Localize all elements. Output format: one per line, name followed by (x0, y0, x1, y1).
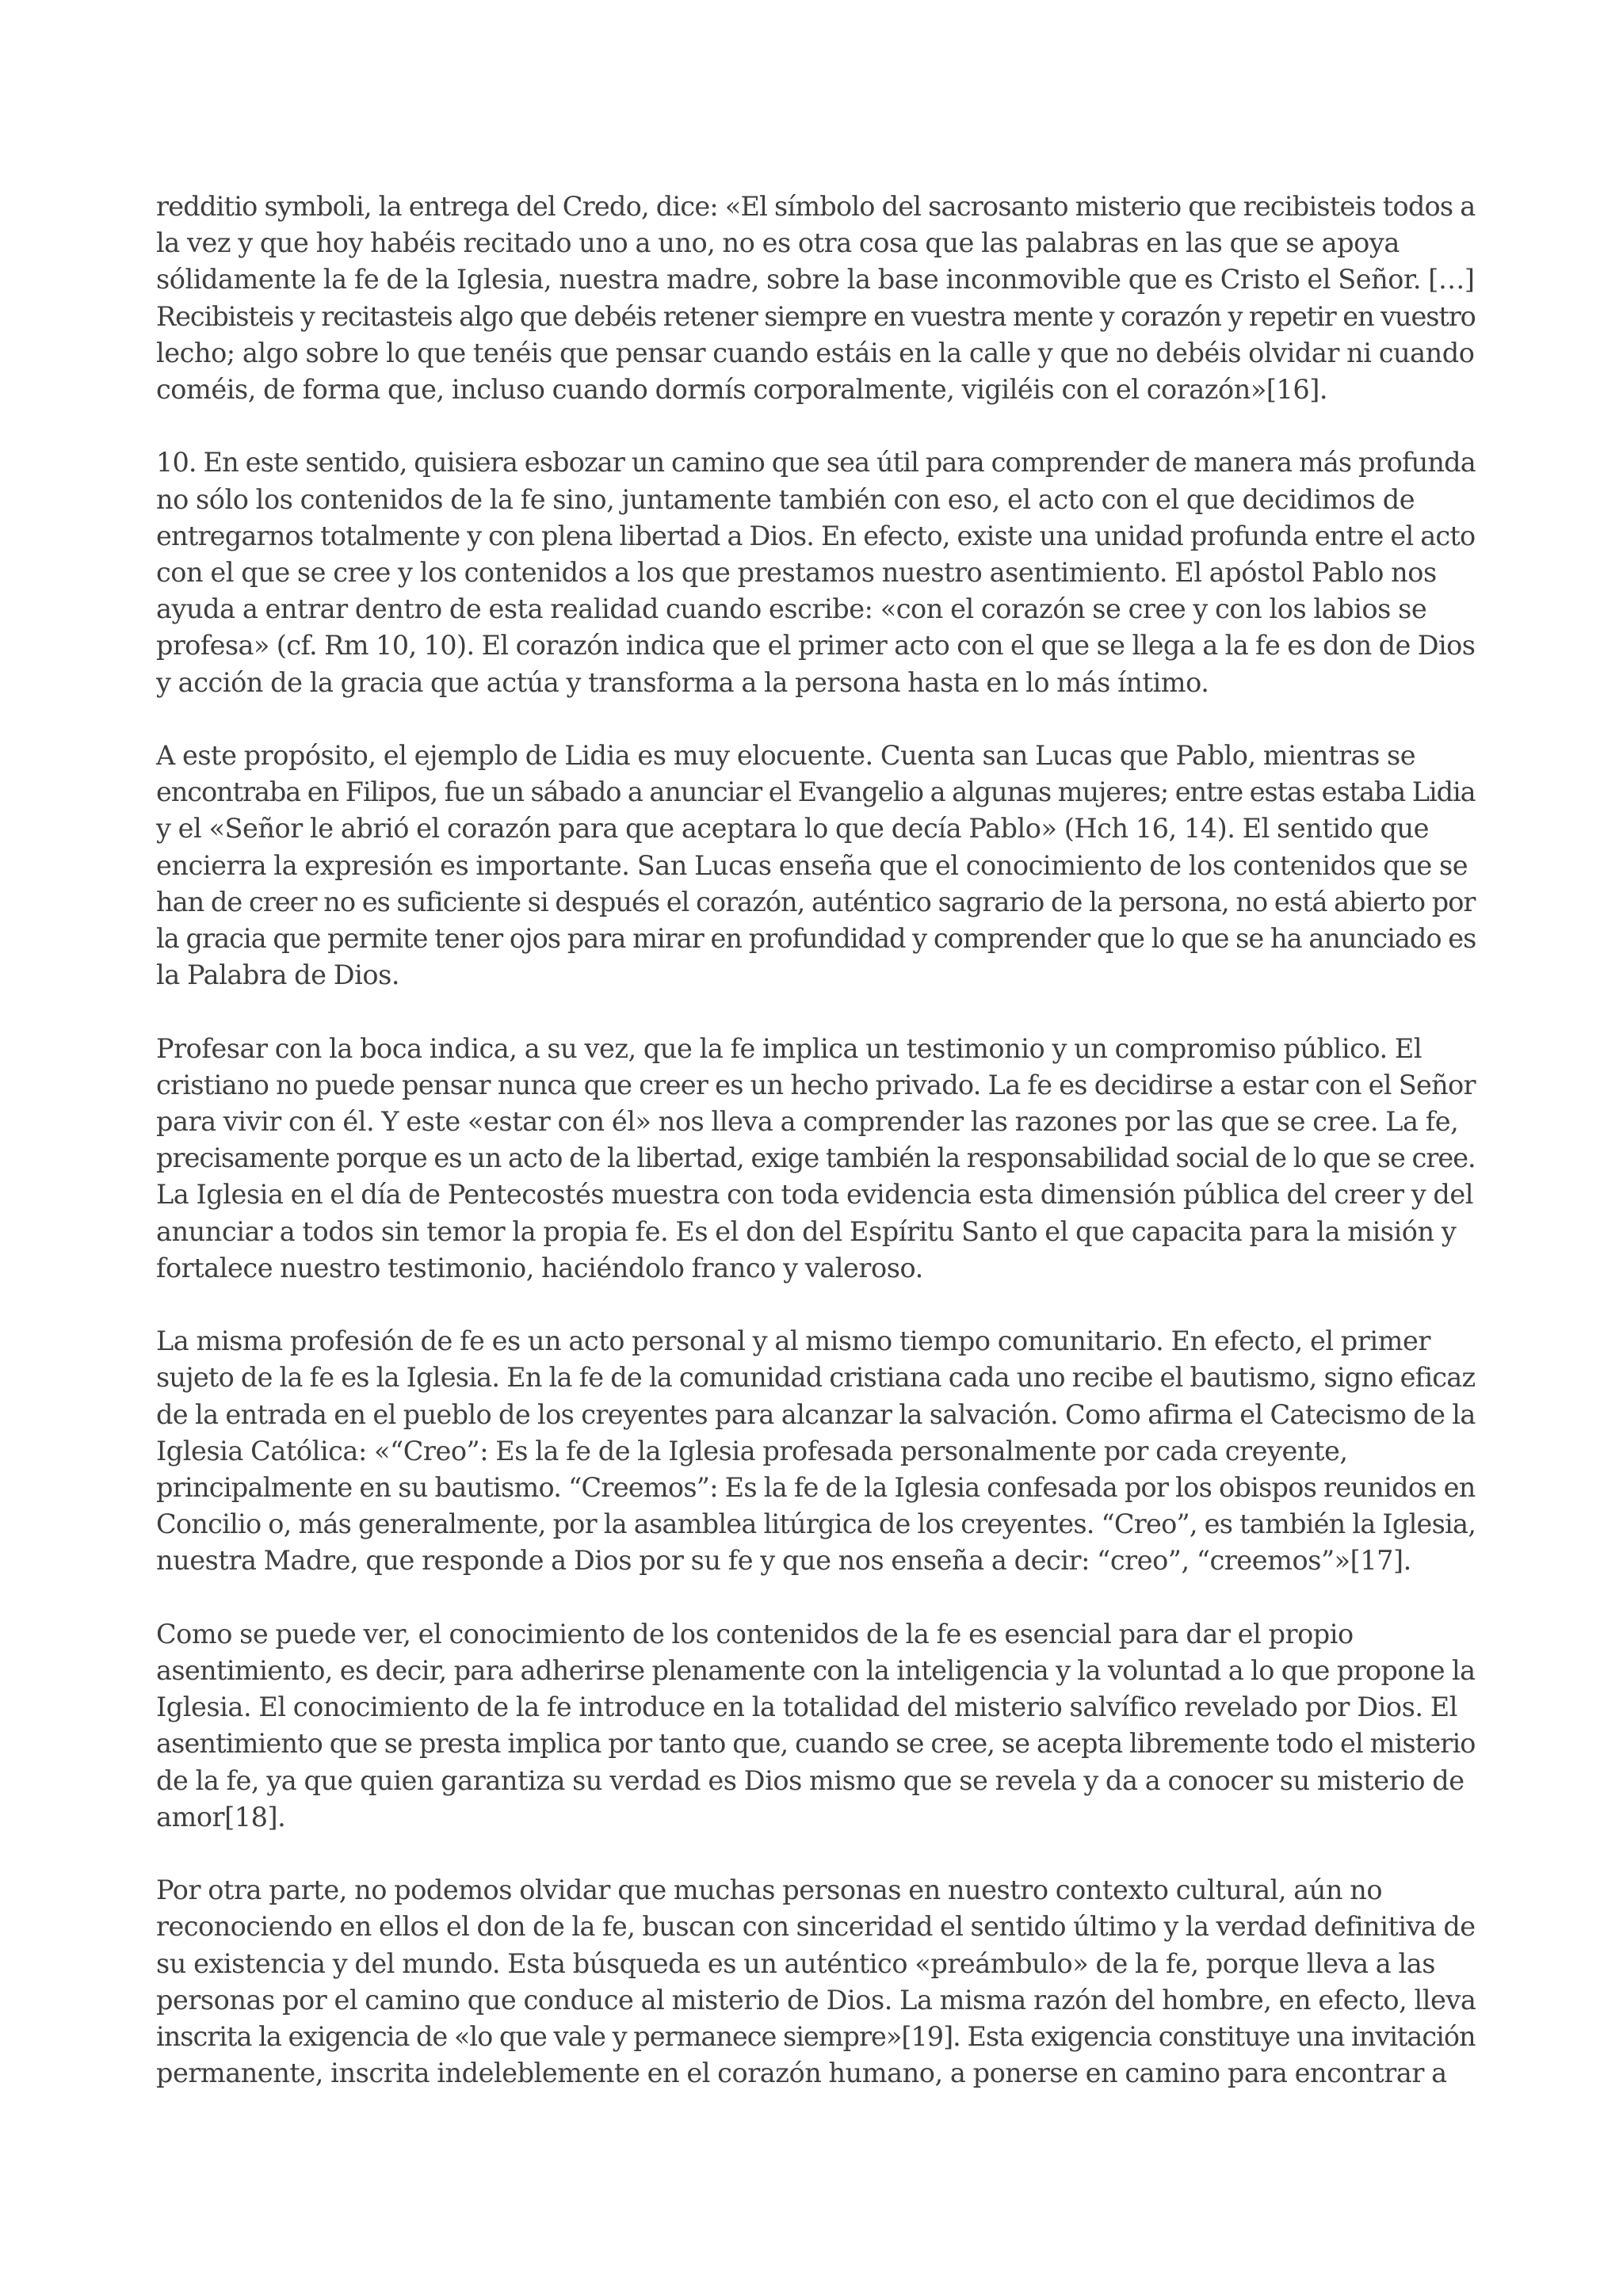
text-line: Recibisteis y recitasteis algo que debéis retener siempre en vuestra mente y corazón y repetir en vuestro (156, 300, 1476, 332)
text-line: encontraba en Filipos, fue un sábado a anunciar el Evangelio a algunas mujeres; entre estas estaba Lidia (156, 776, 1476, 808)
text-line: principalmente en su bautismo. “Creemos”: Es la fe de la Iglesia confesada por los obispos reunidos en (156, 1472, 1476, 1504)
text-line: sujeto de la fe es la Iglesia. En la fe de la comunidad cristiana cada uno recibe el bautismo, signo eficaz (156, 1362, 1476, 1394)
text-line: asentimiento que se presta implica por tanto que, cuando se cree, se acepta libremente todo el misterio (156, 1728, 1476, 1760)
text-line: sólidamente la fe de la Iglesia, nuestra madre, sobre la base inconmovible que es Cristo el Señor. […] (156, 264, 1475, 296)
text-line: permanente, inscrita indeleblemente en el corazón humano, a ponerse en camino para encontrar a (156, 2058, 1447, 2089)
text-line: y acción de la gracia que actúa y transforma a la persona hasta en lo más íntimo. (156, 666, 1209, 698)
paragraph (156, 1872, 1480, 2092)
text-line: Iglesia Católica: «“Creo”: Es la fe de la Iglesia profesada personalmente por cada creyente, (156, 1435, 1348, 1466)
text-line: encierra la expresión es importante. San Lucas enseña que el conocimiento de los contenidos que se (156, 849, 1468, 881)
text-line: su existencia y del mundo. Esta búsqueda es un auténtico «preámbulo» de la fe, porque lleva a las (156, 1947, 1436, 1979)
text-line: la gracia que permite tener ojos para mirar en profundidad y comprender que lo que se ha anunciado es (156, 923, 1476, 955)
text-line: Por otra parte, no podemos olvidar que muchas personas en nuestro contexto cultural, aún no (156, 1875, 1383, 1906)
text-line: La Iglesia en el día de Pentecostés muestra con toda evidencia esta dimensión pública del creer y del (156, 1179, 1474, 1211)
text-line: lecho; algo sobre lo que tenéis que pensar cuando estáis en la calle y que no debéis olvidar ni cuando (156, 337, 1475, 368)
text-line: ayuda a entrar dentro de esta realidad cuando escribe: «con el corazón se cree y con los labios se (156, 593, 1427, 625)
text-line: entregarnos totalmente y con plena libertad a Dios. En efecto, existe una unidad profunda entre el acto (156, 520, 1476, 551)
text-line: fortalece nuestro testimonio, haciéndolo franco y valeroso. (156, 1252, 923, 1283)
text-line: han de creer no es suficiente si después el corazón, auténtico sagrario de la persona, no está abierto por (156, 886, 1476, 917)
text-line: redditio symboli, la entrega del Credo, dice: «El símbolo del sacrosanto misterio que recibisteis todos a (156, 191, 1476, 222)
text-line: de la fe, ya que quien garantiza su verdad es Dios mismo que se revela y da a conocer su misterio de (156, 1764, 1465, 1796)
paragraph (156, 1031, 1480, 1287)
document-body (156, 189, 1480, 2092)
text-line: de la entrada en el pueblo de los creyentes para alcanzar la salvación. Como afirma el Catecismo de la (156, 1398, 1476, 1430)
text-line: asentimiento, es decir, para adherirse plenamente con la inteligencia y la voluntad a lo que propone la (156, 1655, 1476, 1687)
text-line: y el «Señor le abrió el corazón para que aceptara lo que decía Pablo» (Hch 16, 14). El sentido que (156, 813, 1430, 845)
text-line: nuestra Madre, que responde a Dios por su fe y que nos enseña a decir: “creo”, “creemos”»[17]. (156, 1545, 1411, 1577)
text-line: A este propósito, el ejemplo de Lidia es muy elocuente. Cuenta san Lucas que Pablo, mientras se (156, 740, 1416, 772)
text-line: anunciar a todos sin temor la propia fe. Es el don del Espíritu Santo el que capacita para la misión y (156, 1215, 1457, 1247)
text-line: Profesar con la boca indica, a su vez, que la fe implica un testimonio y un compromiso público. El (156, 1032, 1423, 1064)
text-line: amor[18]. (156, 1801, 286, 1833)
text-line: la vez y que hoy habéis recitado uno a uno, no es otra cosa que las palabras en las que se apoya (156, 227, 1400, 259)
text-line: coméis, de forma que, incluso cuando dormís corporalmente, vigiléis con el corazón»[16]. (156, 374, 1328, 406)
text-line: no sólo los contenidos de la fe sino, juntamente también con eso, el acto con el que decidimos de (156, 483, 1415, 515)
text-line: cristiano no puede pensar nunca que creer es un hecho privado. La fe es decidirse a estar con el Señor (156, 1069, 1476, 1100)
text-line: La misma profesión de fe es un acto personal y al mismo tiempo comunitario. En efecto, el primer (156, 1325, 1430, 1357)
text-line: la Palabra de Dios. (156, 959, 400, 991)
text-line: con el que se cree y los contenidos a los que prestamos nuestro asentimiento. El apóstol Pablo nos (156, 557, 1437, 589)
text-line: Concilio o, más generalmente, por la asamblea litúrgica de los creyentes. “Creo”, es también la Iglesia, (156, 1508, 1476, 1540)
paragraph (156, 444, 1480, 700)
text-line: 10. En este sentido, quisiera esbozar un camino que sea útil para comprender de manera más profunda (156, 447, 1476, 479)
text-line: reconociendo en ellos el don de la fe, buscan con sinceridad el sentido último y la verdad definitiva de (156, 1911, 1476, 1943)
paragraph (156, 1323, 1480, 1579)
text-line: personas por el camino que conduce al misterio de Dios. La misma razón del hombre, en efecto, lleva (156, 1984, 1476, 2016)
paragraph (156, 738, 1480, 994)
paragraph (156, 1616, 1480, 1836)
text-line: profesa» (cf. Rm 10, 10). El corazón indica que el primer acto con el que se llega a la fe es don de Dios (156, 630, 1476, 662)
text-line: para vivir con él. Y este «estar con él» nos lleva a comprender las razones por las que se cree. La fe, (156, 1106, 1459, 1138)
text-line: Como se puede ver, el conocimiento de los contenidos de la fe es esencial para dar el propio (156, 1618, 1354, 1650)
text-line: precisamente porque es un acto de la libertad, exige también la responsabilidad social de lo que se cree. (156, 1142, 1476, 1174)
text-line: inscrita la exigencia de «lo que vale y permanece siempre»[19]. Esta exigencia constituye una invitación (156, 2021, 1476, 2053)
text-line: Iglesia. El conocimiento de la fe introduce en la totalidad del misterio salvífico revelado por Dios. El (156, 1691, 1457, 1723)
paragraph (156, 189, 1480, 408)
